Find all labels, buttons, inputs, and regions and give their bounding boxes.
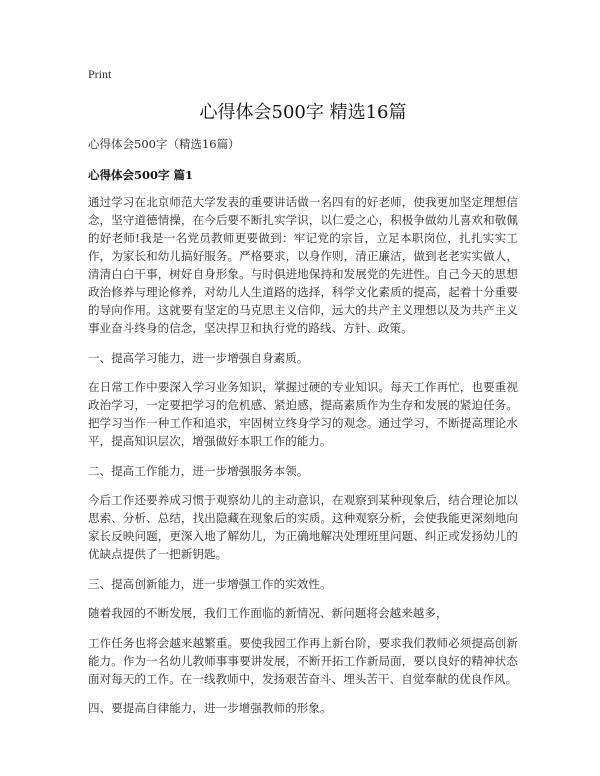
section-heading: 心得体会500字 篇1	[88, 168, 194, 182]
point-heading-3: 三、提高创新能力，进一步增强工作的实效性。	[88, 576, 332, 591]
paragraph-point-3b: 工作任务也将会越来越繁重。要使我园工作再上新台阶，要求我们教师必须提高创新能力。作为一名幼儿教师事事要讲发展，不断开拓工作新局面，要以良好的精神状态面对每天的工作。在一线教师中，发扬艰苦奋斗、埋头苦干、自觉奉献的优良作风。	[88, 635, 518, 686]
page-title: 心得体会500字 精选16篇	[199, 102, 407, 123]
document-page	[88, 66, 518, 729]
paragraph-point-1: 在日常工作中要深入学习业务知识，掌握过硬的专业知识。每天工作再忙，也要重视政治学习，一定要把学习的危机感、紧迫感，提高素质作为生存和发展的紧迫任务。把学习当作一种工作和追求，牢固树立终身学习的观念。通过学习，不断提高理论水平，提高知识层次，增强做好本职工作的能力。	[88, 380, 518, 448]
point-heading-4: 四、要提高自律能力，进一步增强教师的形象。	[88, 701, 332, 715]
subtitle: 心得体会500字（精选16篇）	[88, 137, 240, 151]
point-heading-2: 二、提高工作能力，进一步增强服务本领。	[88, 463, 309, 478]
paragraph-point-3a: 随着我园的不断发展，我们工作面临的新情况、新问题将会越来越多，	[88, 606, 448, 620]
paragraph-intro: 通过学习在北京师范大学发表的重要讲话做一名四有的好老师，使我更加坚定理想信念，坚守道德情操，在今后要不断扎实学识，以仁爱之心，积极争做幼儿喜欢和敬佩的好老师!我是一名党员教师更要做到：牢记党的宗旨，立足本职岗位，扎扎实实工作，为家长和幼儿搞好服务。严格要求，以身作则，清正廉洁，做到老老实实做人，清清白白干事，树好自身形象。与时俱进地保持和发展党的先进性。自己今天的思想政治修养与理论修养，对幼儿人生道路的选择，科学文化素质的提高，起着十分重要的导向作用。这就要有坚定的马克思主义信仰，远大的共产主义理想以及为共产主义事业奋斗终身的信念，坚决捍卫和执行党的路线、方针、政策。	[88, 195, 518, 335]
point-heading-1: 一、提高学习能力，进一步增强自身素质。	[88, 350, 309, 365]
print-link[interactable]: Print	[88, 67, 112, 81]
paragraph-point-2: 今后工作还要养成习惯于观察幼儿的主动意识，在观察到某种现象后，结合理论加以思索、分析、总结，找出隐藏在现象后的实质。这种观察分析，会使我能更深刻地向家长反映问题，更深入地了解幼儿，为正确地解决处理班里问题、纠正或发扬幼儿的优缺点提供了一把新钥匙。	[88, 493, 518, 561]
